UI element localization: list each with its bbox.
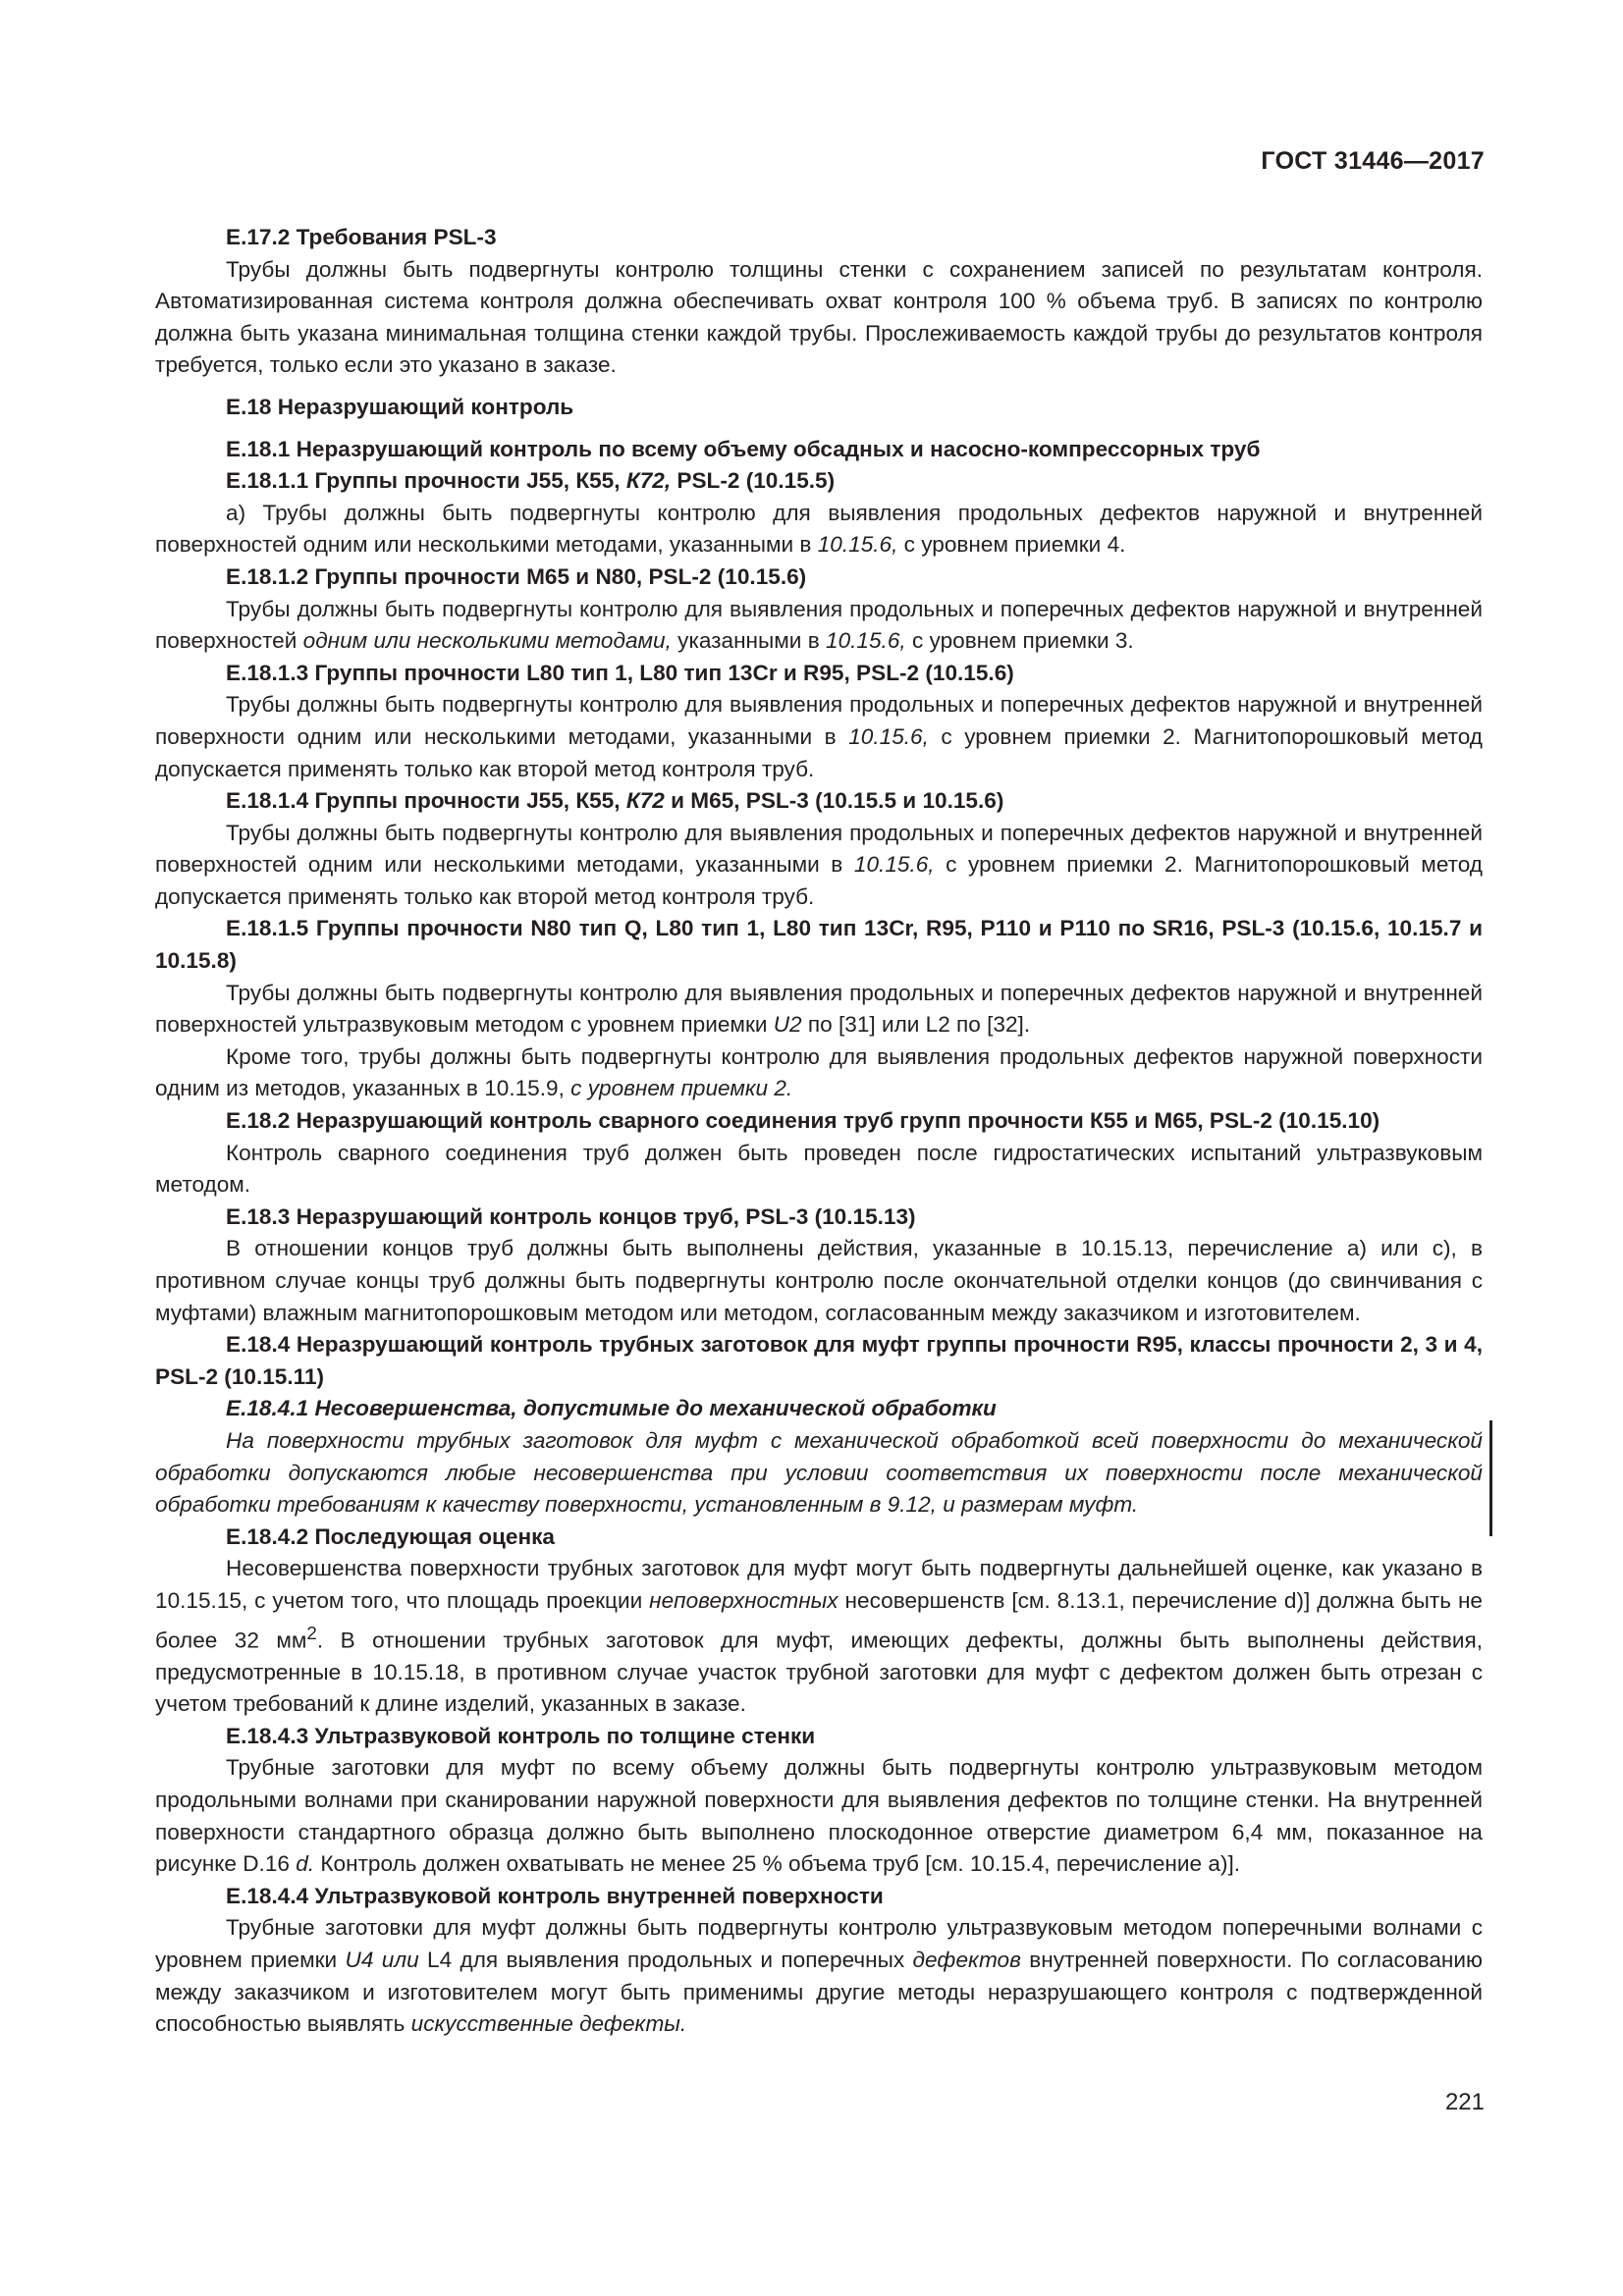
section-heading-e18-4: Е.18.4 Неразрушающий контроль трубных заготовок для муфт группы прочности R95, классы прочности 2, 3 и 4, PSL-2 (10.15.11) xyxy=(155,1332,1483,1389)
document-code-header: ГОСТ 31446—2017 xyxy=(1261,147,1485,175)
section-heading-e18-2: Е.18.2 Неразрушающий контроль сварного соединения труб групп прочности К55 и М65, PSL-2 (10.15.10) xyxy=(226,1108,1380,1134)
text-run: указанными в xyxy=(671,628,826,654)
italic-run: На поверхности трубных заготовок для муфт с механической обработкой всей поверхности до механической обработки допускаются любые несовершенства при условии соответствия их поверхности после механической обработки требованиям к качеству поверхности, установленным в 9.12, и размерам муфт. xyxy=(155,1427,1483,1518)
paragraph: Трубы должны быть подвергнуты контролю толщины стенки с сохранением записей по результатам контроля. Автоматизированная система контроля должна обеспечивать охват контроля 100 % объема труб. В записях по контролю должна быть указана минимальная толщина стенки каждой трубы. Прослеживаемость каждой трубы до результатов контроля требуется, только если это указано в заказе. xyxy=(155,256,1483,378)
paragraph: В отношении концов труб должны быть выполнены действия, указанные в 10.15.13, перечисление а) или с), в противном случае концы труб должны быть подвергнуты контролю после окончательной отделки концов (до свинчивания с муфтами) влажным магнитопорошковым методом или методом, согласованным между заказчиком и изготовителем. xyxy=(155,1236,1483,1325)
text-run: . В отношении трубных заготовок для муфт, имеющих дефекты, должны быть выполнены действия, предусмотренные в 10.15.18, в противном случае участок трубной заготовки для муфт с дефектом должен быть отрезан с учетом требований к длине изделий, указанных в заказе. xyxy=(155,1628,1484,1717)
italic-run: К72 xyxy=(625,788,665,814)
text-run: Трубы должны быть подвергнуты контролю для выявления продольных и поперечных дефектов наружной и внутренней поверхности одним или несколькими методами, указанными в xyxy=(155,692,1483,749)
section-heading-e18-1-3: Е.18.1.3 Группы прочности L80 тип 1, L80 тип 13Cr и R95, PSL-2 (10.15.6) xyxy=(226,660,1014,685)
section-heading-e18-1: Е.18.1 Неразрушающий контроль по всему объему обсадных и насосно-компрессорных труб xyxy=(226,436,1261,461)
section-heading-e18-1-2: Е.18.1.2 Группы прочности М65 и N80, PSL-2 (10.15.6) xyxy=(226,563,807,589)
section-heading-e18: Е.18 Неразрушающий контроль xyxy=(226,394,574,419)
section-heading-e18-1-4 xyxy=(155,785,1483,818)
text-run: Е.18.1.4 Группы прочности J55, К55, xyxy=(226,788,626,814)
section-heading-e18-4-3: Е.18.4.3 Ультразвуковой контроль по толщине стенки xyxy=(226,1723,816,1748)
paragraph xyxy=(155,978,1483,1041)
paragraph xyxy=(155,498,1483,561)
italic-run: К72, xyxy=(625,468,672,494)
paragraph-italic xyxy=(155,1425,1483,1522)
text-run: внутренней поверхности. По согласованию между заказчиком и изготовителем могут быть применимы другие методы неразрушающего контроля с подтвержденной способностью выявлять xyxy=(155,1948,1483,2037)
section-heading-e17-2: Е.17.2 Требования PSL-3 xyxy=(226,225,497,249)
section-heading-e18-4-4: Е.18.4.4 Ультразвуковой контроль внутренней поверхности xyxy=(226,1883,884,1908)
italic-run: 10.15.6, xyxy=(853,852,935,878)
text-run: с уровнем приемки 2. Магнитопорошковый метод допускается применять только как второй метод контроля труб. xyxy=(155,723,1483,781)
italic-run: U4 или xyxy=(345,1948,419,1972)
section-heading-e18-1-1 xyxy=(155,465,1483,498)
superscript: 2 xyxy=(306,1622,317,1643)
text-run: и М65, PSL-3 (10.15.5 и 10.15.6) xyxy=(664,788,1004,814)
italic-run: 10.15.6, xyxy=(817,532,898,558)
text-run: PSL-2 (10.15.5) xyxy=(671,468,836,494)
italic-run: искусственные дефекты. xyxy=(410,2011,687,2037)
italic-run: дефектов xyxy=(912,1948,1021,1972)
text-run: Трубные заготовки для муфт по всему объему должны быть подвергнуты контролю ультразвуковым методом продольными волнами при сканировании наружной поверхности для выявления дефектов по толщине стенки. На внутренней поверхности стандартного образца должно быть выполнено плоскодонное отверстие диаметром 6,4 мм, показанное на рисунке D.16 xyxy=(155,1755,1483,1877)
italic-run: 10.15.6, xyxy=(848,723,929,749)
text-run: а) Трубы должны быть подвергнуты контролю для выявления продольных дефектов наружной и внутренней поверхностей одним или несколькими методами, указанными в xyxy=(155,500,1483,558)
text-run: Трубы должны быть подвергнуты контролю для выявления продольных и поперечных дефектов наружной и внутренней поверхностей одним или несколькими методами, указанными в xyxy=(155,820,1483,878)
text-run: с уровнем приемки 3. xyxy=(905,628,1134,654)
section-heading-e18-4-1: Е.18.4.1 Несовершенства, допустимые до механической обработки xyxy=(226,1396,997,1421)
section-heading-e18-1-5: Е.18.1.5 Группы прочности N80 тип Q, L80 тип 1, L80 тип 13Cr, R95, Р110 и Р110 по SR16, PSL-3 (10.15.6, 10.15.7 и 10.15.8) xyxy=(155,916,1483,974)
italic-run: одним или несколькими методами, xyxy=(302,628,672,654)
paragraph xyxy=(155,1041,1483,1105)
paragraph xyxy=(155,1912,1483,2040)
page-number: 221 xyxy=(1444,2089,1485,2115)
text-run: Несовершенства поверхности трубных заготовок для муфт могут быть подвергнуты дальнейшей оценке, как указано в 10.15.15, с учетом того, что площадь проекции xyxy=(155,1556,1483,1613)
paragraph: Контроль сварного соединения труб должен быть проведен после гидростатических испытаний ультразвуковым методом. xyxy=(155,1140,1483,1198)
text-run: Контроль должен охватывать не менее 25 % объема труб [см. 10.15.4, перечисление а)]. xyxy=(314,1851,1241,1877)
paragraph xyxy=(155,689,1483,785)
text-run: с уровнем приемки 2. Магнитопорошковый метод допускается применять только как второй метод контроля труб. xyxy=(155,852,1483,909)
paragraph xyxy=(155,1752,1483,1880)
text-run: несовершенств [см. 8.13.1, перечисление d)] должна быть не более 32 мм xyxy=(155,1587,1483,1653)
text-run: Кроме того, трубы должны быть подвергнуты контролю для выявления продольных дефектов наружной поверхности одним из методов, указанных в 10.15.9, xyxy=(155,1043,1483,1101)
paragraph xyxy=(155,594,1483,658)
italic-run: U2 xyxy=(773,1012,802,1038)
italic-run: с уровнем приемки 2. xyxy=(570,1076,793,1101)
change-marker-bar xyxy=(1489,1420,1492,1536)
italic-run: 10.15.6, xyxy=(826,628,906,654)
text-run: Е.18.1.1 Группы прочности J55, К55, xyxy=(226,468,626,494)
text-run: Трубные заготовки для муфт должны быть подвергнуты контролю ультразвуковым методом поперечными волнами с уровнем приемки xyxy=(155,1915,1483,1972)
document-body xyxy=(155,222,1483,2041)
italic-run: неповерхностных xyxy=(649,1587,839,1613)
text-run: по [31] или L2 по [32]. xyxy=(801,1012,1031,1038)
text-run: с уровнем приемки 4. xyxy=(897,532,1126,558)
italic-run: d. xyxy=(296,1851,315,1877)
paragraph xyxy=(155,1553,1483,1721)
text-run: Трубы должны быть подвергнуты контролю для выявления продольных и поперечных дефектов наружной и внутренней поверхностей xyxy=(155,596,1483,654)
text-run: Трубы должны быть подвергнуты контролю для выявления продольных и поперечных дефектов наружной и внутренней поверхностей ультразвуковым методом с уровнем приемки xyxy=(155,980,1483,1038)
paragraph xyxy=(155,818,1483,914)
section-heading-e18-3: Е.18.3 Неразрушающий контроль концов труб, PSL-3 (10.15.13) xyxy=(226,1203,916,1229)
text-run: L4 для выявления продольных и поперечных xyxy=(418,1948,913,1972)
section-heading-e18-4-2: Е.18.4.2 Последующая оценка xyxy=(226,1523,555,1549)
